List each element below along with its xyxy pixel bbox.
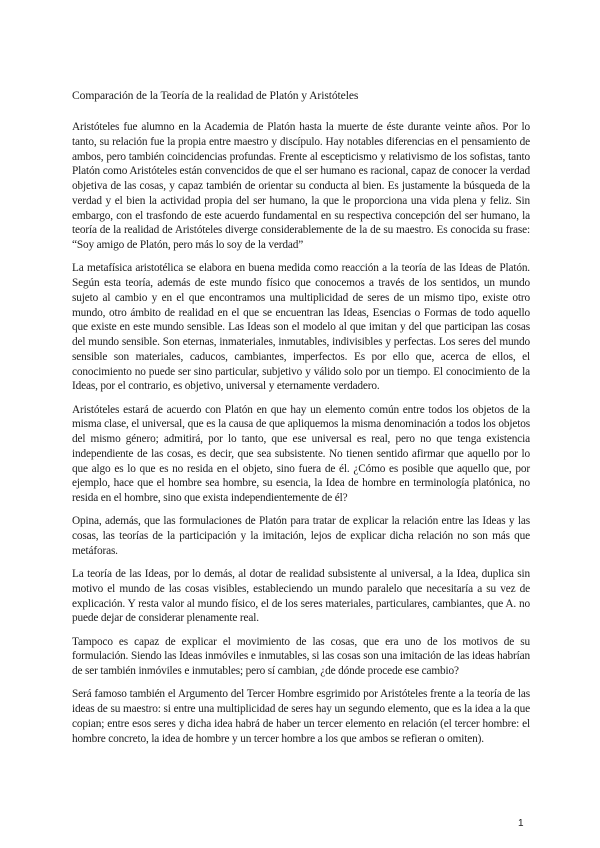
- document-page: [72, 88, 530, 755]
- paragraph-6: Tampoco es capaz de explicar el movimiento de las cosas, que era uno de los motivos de su formulación. Siendo las Ideas inmóviles e inmutables, si las cosas son una imitación de las ideas habrían de ser también inmóviles e inmutables; pero sí cambian, ¿de dónde procede ese cambio?: [72, 635, 530, 677]
- document-title: Comparación de la Teoría de la realidad de Platón y Aristóteles: [72, 89, 359, 102]
- page-number: 1: [518, 818, 524, 829]
- paragraph-5: La teoría de las Ideas, por lo demás, al dotar de realidad subsistente al universal, a la Idea, duplica sin motivo el mundo de las cosas visibles, estableciendo un mundo paralelo que necesitaría a su vez de explicación. Y resta valor al mundo físico, el de los seres materiales, particulares, cambiantes, que A. no puede dejar de considerar plenamente real.: [72, 568, 530, 625]
- paragraph-2: La metafísica aristotélica se elabora en buena medida como reacción a la teoría de las Ideas de Platón. Según esta teoría, además de este mundo físico que conocemos a través de los sentidos, un mundo sujeto al cambio y en el que encontramos una multiplicidad de seres de un mismo tipo, existe otro mundo, otro ámbito de realidad en el que se encuentran las Ideas, Esencias o Formas de todo aquello que existe en este mundo sensible. Las Ideas son el modelo al que imitan y del que participan las cosas del mundo sensible. Son eternas, inmateriales, inmutables, indivisibles y perfectas. Los seres del mundo sensible son materiales, caducos, cambiantes, imperfectos. Es por ello que, acerca de ellos, el conocimiento no puede ser sino particular, subjetivo y válido solo por un tiempo. El conocimiento de la Ideas, por el contrario, es objetivo, universal y eternamente verdadero.: [72, 262, 530, 393]
- paragraph-7: Será famoso también el Argumento del Tercer Hombre esgrimido por Aristóteles frente a la teoría de las ideas de su maestro: si entre una multiplicidad de seres hay un segundo elemento, que es la idea a la que copian; entre esos seres y dicha idea habrá de haber un tercer elemento en relación (el tercer hombre: el hombre concreto, la idea de hombre y un tercer hombre a los que ambos se refieran o omiten).: [72, 688, 530, 745]
- paragraph-4: Opina, además, que las formulaciones de Platón para tratar de explicar la relación entre las Ideas y las cosas, las teorías de la participación y la imitación, lejos de explicar dicha relación no son más que metáforas.: [72, 515, 530, 557]
- paragraph-1: Aristóteles fue alumno en la Academia de Platón hasta la muerte de éste durante veinte años. Por lo tanto, su relación fue la propia entre maestro y discípulo. Hay notables diferencias en el pensamiento de ambos, pero también coincidencias profundas. Frente al escepticismo y relativismo de los sofistas, tanto Platón como Aristóteles están convencidos de que el ser humano es racional, capaz de conocer la verdad objetiva de las cosas, y capaz también de orientar su conducta al bien. Es justamente la búsqueda de la verdad y el bien la actividad propia del ser humano, la que le proporciona una vida plena y feliz. Sin embargo, con el trasfondo de este acuerdo fundamental en su respectiva concepción del ser humano, la teoría de la realidad de Aristóteles diverge considerablemente de la de su maestro. Es conocida su frase: “Soy amigo de Platón, pero más lo soy de la verdad”: [72, 121, 530, 251]
- paragraph-3: Aristóteles estará de acuerdo con Platón en que hay un elemento común entre todos los objetos de la misma clase, el universal, que es la causa de que apliquemos la misma denominación a todos los objetos del mismo género; admitirá, por lo tanto, que ese universal es real, pero no que tenga existencia independiente de las cosas, es decir, que sea subsistente. No tienen sentido afirmar que aquello por lo que algo es lo que es no resida en el objeto, sino fuera de él. ¿Cómo es posible que aquello que, por ejemplo, hace que el hombre sea hombre, su esencia, la Idea de hombre en terminología platónica, no resida en el hombre, sino que exista independientemente de él?: [72, 403, 530, 504]
